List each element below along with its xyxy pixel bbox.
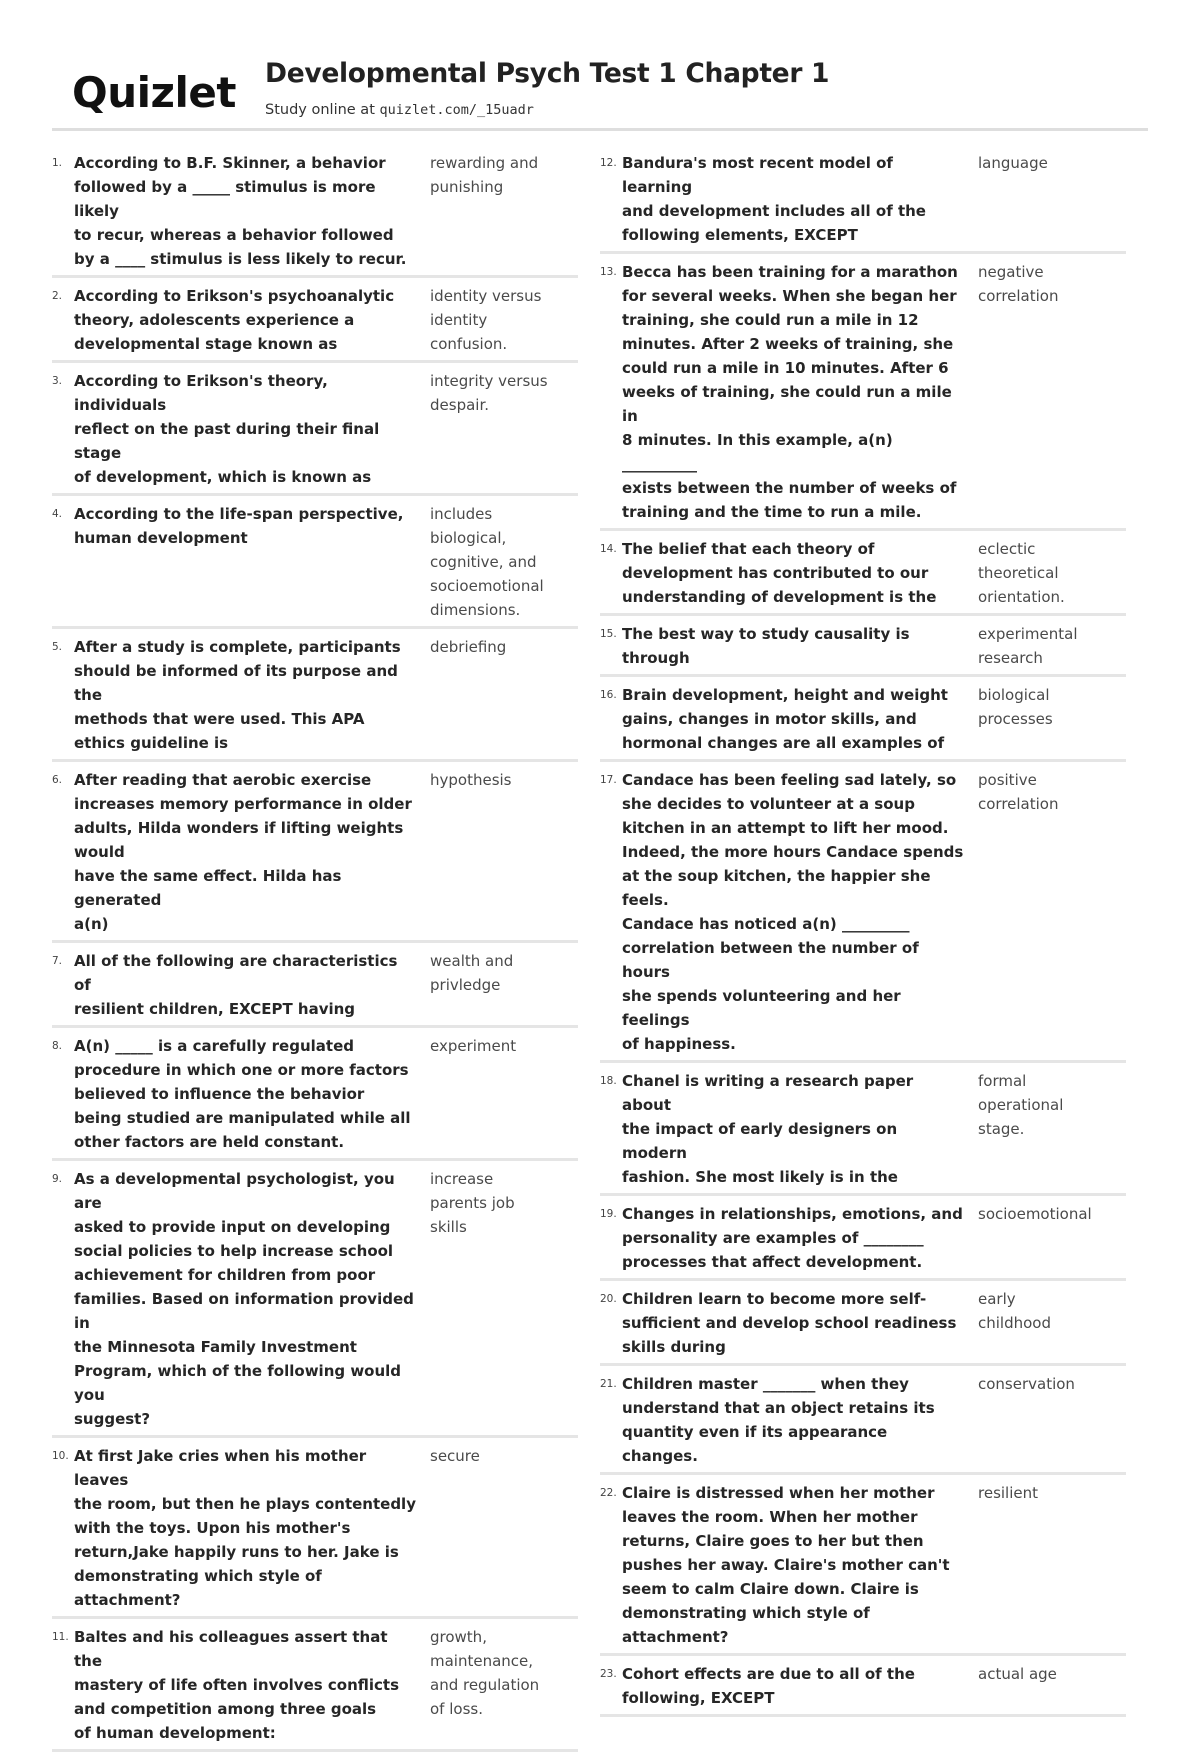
card-definition: eclectic theoretical orientation. (978, 540, 1065, 606)
card-term: According to the life-span perspective, human development (74, 505, 404, 547)
card-term: The belief that each theory of development has contributed to our understanding of development is the (622, 540, 937, 606)
flashcard-row (52, 148, 578, 278)
card-term: According to Erikson's theory, individuals reflect on the past during their final stage of development, which is known as (74, 372, 380, 486)
study-online-label: Study online at (265, 102, 380, 118)
card-definition: identity versus identity confusion. (430, 287, 542, 353)
card-number: 10. (52, 1450, 69, 1462)
card-number: 14. (600, 543, 617, 555)
card-term: According to B.F. Skinner, a behavior followed by a _____ stimulus is more likely to recur, whereas a behavior followed by a ____ stimulus is less likely to recur. (74, 154, 407, 268)
card-definition: experimental research (978, 625, 1078, 667)
card-definition: early childhood (978, 1290, 1051, 1332)
card-number: 19. (600, 1208, 617, 1220)
header-divider (52, 128, 1148, 131)
card-definition: integrity versus despair. (430, 372, 548, 414)
card-term: Children master _______ when they understand that an object retains its quantity even if its appearance changes. (622, 1375, 935, 1465)
flashcard-row (600, 257, 1126, 531)
flashcard-row (52, 281, 578, 363)
flashcard-row (52, 946, 578, 1028)
card-number: 22. (600, 1487, 617, 1499)
card-number: 8. (52, 1040, 63, 1052)
flashcard-row (52, 1031, 578, 1161)
flashcard-row (52, 1164, 578, 1438)
card-number: 9. (52, 1173, 63, 1185)
card-term: Becca has been training for a marathon for several weeks. When she began her training, she could run a mile in 12 minutes. After 2 weeks of training, she could run a mile in 10 minutes. After 6 weeks of training, she could run a mile in 8 minutes. In this example, a(n) __________ exists between the number of weeks of training and the time to run a mile. (622, 263, 958, 521)
card-definition: socioemotional (978, 1205, 1092, 1223)
card-term: Changes in relationships, emotions, and personality are examples of ________ processes that affect development. (622, 1205, 963, 1271)
card-term: Candace has been feeling sad lately, so she decides to volunteer at a soup kitchen in an attempt to lift her mood. Indeed, the more hours Candace spends at the soup kitchen, the happier she feels. Candace has noticed a(n) _________ correlation between the number of hours she spends volunteering and her feelings of happiness. (622, 771, 964, 1053)
card-number: 20. (600, 1293, 617, 1305)
flashcard-row (52, 1622, 578, 1752)
right-column (600, 148, 1126, 1720)
card-definition: includes biological, cognitive, and socioemotional dimensions. (430, 505, 544, 619)
card-number: 11. (52, 1631, 69, 1643)
card-number: 21. (600, 1378, 617, 1390)
card-term: Claire is distressed when her mother leaves the room. When her mother returns, Claire goes to her but then pushes her away. Claire's mother can't seem to calm Claire down. Claire is demonstrating which style of attachment? (622, 1484, 950, 1646)
card-number: 7. (52, 955, 63, 967)
card-number: 2. (52, 290, 63, 302)
flashcard-row (600, 1284, 1126, 1366)
card-term: At first Jake cries when his mother leaves the room, but then he plays contentedly with the toys. Upon his mother's return,Jake happily runs to her. Jake is demonstrating which style of attachment? (74, 1447, 416, 1609)
flashcard-row (52, 765, 578, 943)
flashcard-row (600, 765, 1126, 1063)
card-term: A(n) _____ is a carefully regulated procedure in which one or more factors believed to influence the behavior being studied are manipulated while all other factors are held constant. (74, 1037, 411, 1151)
flashcard-row (600, 148, 1126, 254)
card-number: 5. (52, 641, 63, 653)
quizlet-logo: Quizlet (72, 68, 236, 117)
card-term: All of the following are characteristics of resilient children, EXCEPT having (74, 952, 398, 1018)
card-definition: conservation (978, 1375, 1075, 1393)
card-definition: debriefing (430, 638, 507, 656)
card-number: 16. (600, 689, 617, 701)
flashcard-row (52, 1441, 578, 1619)
card-number: 12. (600, 157, 617, 169)
card-definition: experiment (430, 1037, 517, 1055)
page-title: Developmental Psych Test 1 Chapter 1 (265, 58, 830, 89)
card-term: After reading that aerobic exercise increases memory performance in older adults, Hilda wonders if lifting weights would have the same effect. Hilda has generated a(n) (74, 771, 412, 933)
card-term: After a study is complete, participants should be informed of its purpose and the methods that were used. This APA ethics guideline is (74, 638, 401, 752)
left-column (52, 148, 578, 1755)
card-term: Brain development, height and weight gains, changes in motor skills, and hormonal changes are all examples of (622, 686, 948, 752)
card-definition: wealth and privledge (430, 952, 514, 994)
card-number: 4. (52, 508, 63, 520)
card-number: 1. (52, 157, 63, 169)
page-header (72, 58, 1148, 132)
card-term: The best way to study causality is through (622, 625, 910, 667)
card-definition: resilient (978, 1484, 1038, 1502)
card-definition: formal operational stage. (978, 1072, 1064, 1138)
card-term: Cohort effects are due to all of the following, EXCEPT (622, 1665, 915, 1707)
card-term: Chanel is writing a research paper about the impact of early designers on modern fashion. She most likely is in the (622, 1072, 914, 1186)
card-definition: biological processes (978, 686, 1053, 728)
card-definition: negative correlation (978, 263, 1059, 305)
study-url-link[interactable]: quizlet.com/_15uadr (379, 102, 534, 118)
flashcard-row (600, 1478, 1126, 1656)
card-term: According to Erikson's psychoanalytic theory, adolescents experience a developmental stage known as (74, 287, 395, 353)
flashcard-row (600, 534, 1126, 616)
card-definition: language (978, 154, 1048, 172)
card-number: 23. (600, 1668, 617, 1680)
card-term: Bandura's most recent model of learning and development includes all of the following elements, EXCEPT (622, 154, 926, 244)
card-number: 13. (600, 266, 617, 278)
card-definition: increase parents job skills (430, 1170, 515, 1236)
flashcard-row (600, 1659, 1126, 1717)
card-number: 15. (600, 628, 617, 640)
card-term: As a developmental psychologist, you are asked to provide input on developing social policies to help increase school achievement for children from poor families. Based on information provided in the Minnesota Family Investment Program, which of the following would you suggest? (74, 1170, 414, 1428)
card-number: 3. (52, 375, 63, 387)
card-number: 18. (600, 1075, 617, 1087)
flashcard-row (600, 1066, 1126, 1196)
card-number: 6. (52, 774, 63, 786)
card-definition: growth, maintenance, and regulation of loss. (430, 1628, 540, 1718)
study-online-line (265, 102, 534, 118)
card-definition: rewarding and punishing (430, 154, 539, 196)
card-definition: positive correlation (978, 771, 1059, 813)
card-definition: secure (430, 1447, 480, 1465)
card-definition: hypothesis (430, 771, 512, 789)
card-term: Baltes and his colleagues assert that the mastery of life often involves conflicts and competition among three goals of human development: (74, 1628, 400, 1742)
flashcard-row (600, 680, 1126, 762)
flashcard-row (52, 499, 578, 629)
flashcard-row (600, 1199, 1126, 1281)
card-definition: actual age (978, 1665, 1057, 1683)
card-term: Children learn to become more self- sufficient and develop school readiness skills during (622, 1290, 957, 1356)
flashcard-row (600, 619, 1126, 677)
flashcard-row (52, 366, 578, 496)
card-number: 17. (600, 774, 617, 786)
flashcard-row (600, 1369, 1126, 1475)
flashcard-row (52, 632, 578, 762)
